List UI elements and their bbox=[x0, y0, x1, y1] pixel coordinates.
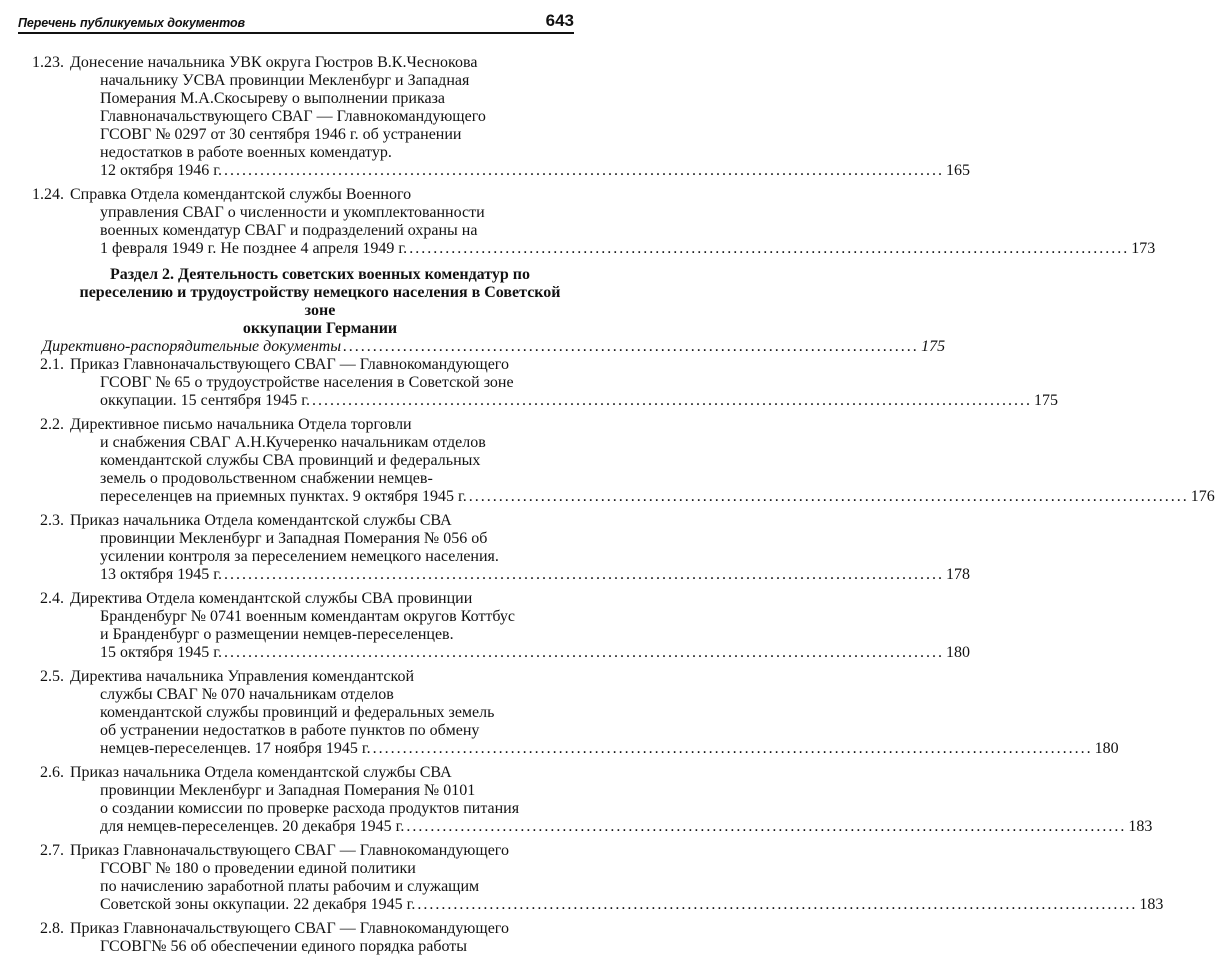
entry-line: комендантской службы провинций и федеральных земель bbox=[100, 704, 495, 721]
toc-entry bbox=[0, 186, 1156, 258]
entry-line: Бранденбург № 0741 военным комендантам округов Коттбус bbox=[100, 608, 515, 625]
entry-line: комендантской службы СВА провинций и федеральных bbox=[100, 452, 481, 469]
entry-page-number: 175 bbox=[1034, 392, 1059, 409]
entry-line: начальнику УСВА провинции Мекленбург и Западная bbox=[100, 72, 470, 89]
entry-last-line: немцев-переселенцев. 17 ноября 1945 г. ........................................................................................................................ 180 bbox=[100, 740, 1119, 757]
entry-last-line: переселенцев на приемных пунктах. 9 октября 1945 г. ........................................................................................................................ 176 bbox=[100, 488, 1215, 505]
entry-line: Директива Отдела комендантской службы СВА провинции bbox=[70, 590, 473, 607]
page-number: 643 bbox=[545, 11, 574, 30]
leader-dots: ........................................................................................................................ bbox=[417, 896, 1138, 913]
entry-line: ГСОВГ № 0297 от 30 сентября 1946 г. об устранении bbox=[100, 126, 462, 143]
entry-line: службы СВАГ № 070 начальникам отделов bbox=[100, 686, 394, 703]
toc-entry bbox=[0, 416, 1215, 506]
entry-number: 2.1. bbox=[40, 356, 64, 373]
entry-line: Приказ Главноначальствующего СВАГ — Главнокомандующего bbox=[70, 842, 509, 859]
entry-number: 2.5. bbox=[40, 668, 64, 685]
entry-page-number: 165 bbox=[945, 162, 970, 179]
entry-line: усилении контроля за переселением немецкого населения. bbox=[100, 548, 499, 565]
entry-line: об устранении недостатков в работе пунктов по обмену bbox=[100, 722, 480, 739]
entry-number: 2.3. bbox=[40, 512, 64, 529]
entry-last-line: для немцев-переселенцев. 20 декабря 1945 г. ........................................................................................................................ 183 bbox=[100, 818, 1153, 835]
leader-dots: ........................................................................................................................ bbox=[409, 240, 1130, 257]
entry-line: провинции Мекленбург и Западная Померания № 056 об bbox=[100, 530, 488, 547]
entry-line: по начислению заработной платы рабочим и служащим bbox=[100, 878, 480, 895]
entry-line: управления СВАГ о численности и укомплектованности bbox=[100, 204, 485, 221]
leader-dots: ................................................................................................ bbox=[343, 338, 920, 355]
entry-number: 2.4. bbox=[40, 590, 64, 607]
entry-page-number: 180 bbox=[945, 644, 970, 661]
entry-line: военных комендатур СВАГ и подразделений охраны на bbox=[100, 222, 478, 239]
entry-page-number: 173 bbox=[1131, 240, 1156, 257]
running-title: Перечень публикуемых документов bbox=[18, 16, 245, 30]
entry-number: 2.8. bbox=[40, 920, 64, 937]
entry-page-number: 178 bbox=[945, 566, 970, 583]
entry-number: 2.6. bbox=[40, 764, 64, 781]
header-rule bbox=[18, 32, 574, 34]
entry-line: земель о продовольственном снабжении немцев- bbox=[100, 470, 433, 487]
toc-section-2 bbox=[0, 356, 1215, 956]
entry-number: 1.23. bbox=[32, 54, 64, 71]
toc-list bbox=[0, 54, 1215, 962]
toc-entry bbox=[0, 356, 1059, 410]
toc-entry bbox=[0, 54, 970, 180]
entry-line: провинции Мекленбург и Западная Померания № 0101 bbox=[100, 782, 476, 799]
entry-number: 2.7. bbox=[40, 842, 64, 859]
toc-section-1-tail bbox=[0, 54, 1156, 258]
entry-line: Померания М.А.Скосыреву о выполнении приказа bbox=[100, 90, 446, 107]
entry-line: Справка Отдела комендантской службы Военного bbox=[70, 186, 412, 203]
entry-number: 1.24. bbox=[32, 186, 64, 203]
leader-dots: ........................................................................................................................ bbox=[223, 162, 944, 179]
entry-last-line: 12 октября 1946 г. ........................................................................................................................ 165 bbox=[100, 162, 970, 179]
entry-last-line: Советской зоны оккупации. 22 декабря 1945 г. ........................................................................................................................ 183 bbox=[100, 896, 1164, 913]
entry-last-line: 1 февраля 1949 г. Не позднее 4 апреля 1949 г. ........................................................................................................................ 173 bbox=[100, 240, 1156, 257]
entry-line: и Бранденбург о размещении немцев-переселенцев. bbox=[100, 626, 454, 643]
toc-entry bbox=[0, 764, 1153, 836]
entry-line: Приказ начальника Отдела комендантской службы СВА bbox=[70, 512, 452, 529]
entry-number: 2.2. bbox=[40, 416, 64, 433]
entry-line: недостатков в работе военных комендатур. bbox=[100, 144, 392, 161]
entry-line: Директивное письмо начальника Отдела торговли bbox=[70, 416, 412, 433]
entry-line: ГСОВГ № 180 о проведении единой политики bbox=[100, 860, 416, 877]
section-heading: Раздел 2. Деятельность советских военных комендатур по переселению и трудоустройству немецкого населения в Советской зоне оккупации Германии bbox=[79, 266, 561, 337]
entry-last-line: 15 октября 1945 г. ........................................................................................................................ 180 bbox=[100, 644, 970, 661]
toc-entry bbox=[0, 590, 970, 662]
toc-entry bbox=[0, 920, 600, 956]
subheading-directive-docs: Директивно-распорядительные документы ................................................................................................ 175 bbox=[42, 338, 946, 355]
entry-line: ГСОВГ№ 56 об обеспечении единого порядка работы bbox=[100, 938, 468, 955]
toc-entry bbox=[0, 512, 970, 584]
entry-line: Директива начальника Управления комендантской bbox=[70, 668, 415, 685]
entry-line: Приказ Главноначальствующего СВАГ — Главнокомандующего bbox=[70, 920, 509, 937]
leader-dots: ........................................................................................................................ bbox=[468, 488, 1189, 505]
leader-dots: ........................................................................................................................ bbox=[312, 392, 1033, 409]
entry-line: и снабжения СВАГ А.Н.Кучеренко начальникам отделов bbox=[100, 434, 486, 451]
entry-line: Главноначальствующего СВАГ — Главнокомандующего bbox=[100, 108, 486, 125]
entry-last-line: 13 октября 1945 г. ........................................................................................................................ 178 bbox=[100, 566, 970, 583]
toc-entry bbox=[0, 668, 1119, 758]
toc-entry bbox=[0, 842, 1164, 914]
entry-page-number: 176 bbox=[1190, 488, 1215, 505]
leader-dots: ........................................................................................................................ bbox=[406, 818, 1127, 835]
entry-last-line: оккупации. 15 сентября 1945 г. ........................................................................................................................ 175 bbox=[100, 392, 1059, 409]
leader-dots: ........................................................................................................................ bbox=[223, 566, 944, 583]
entry-page-number: 183 bbox=[1139, 896, 1164, 913]
entry-line: Приказ начальника Отдела комендантской службы СВА bbox=[70, 764, 452, 781]
entry-line: ГСОВГ № 65 о трудоустройстве населения в Советской зоне bbox=[100, 374, 514, 391]
leader-dots: ........................................................................................................................ bbox=[372, 740, 1093, 757]
entry-page-number: 180 bbox=[1094, 740, 1119, 757]
leader-dots: ........................................................................................................................ bbox=[223, 644, 944, 661]
entry-line: о создании комиссии по проверке расхода продуктов питания bbox=[100, 800, 520, 817]
entry-page-number: 183 bbox=[1128, 818, 1153, 835]
entry-line: Донесение начальника УВК округа Гюстров В.К.Чеснокова bbox=[70, 54, 478, 71]
page-header bbox=[18, 11, 574, 32]
entry-line: Приказ Главноначальствующего СВАГ — Главнокомандующего bbox=[70, 356, 509, 373]
